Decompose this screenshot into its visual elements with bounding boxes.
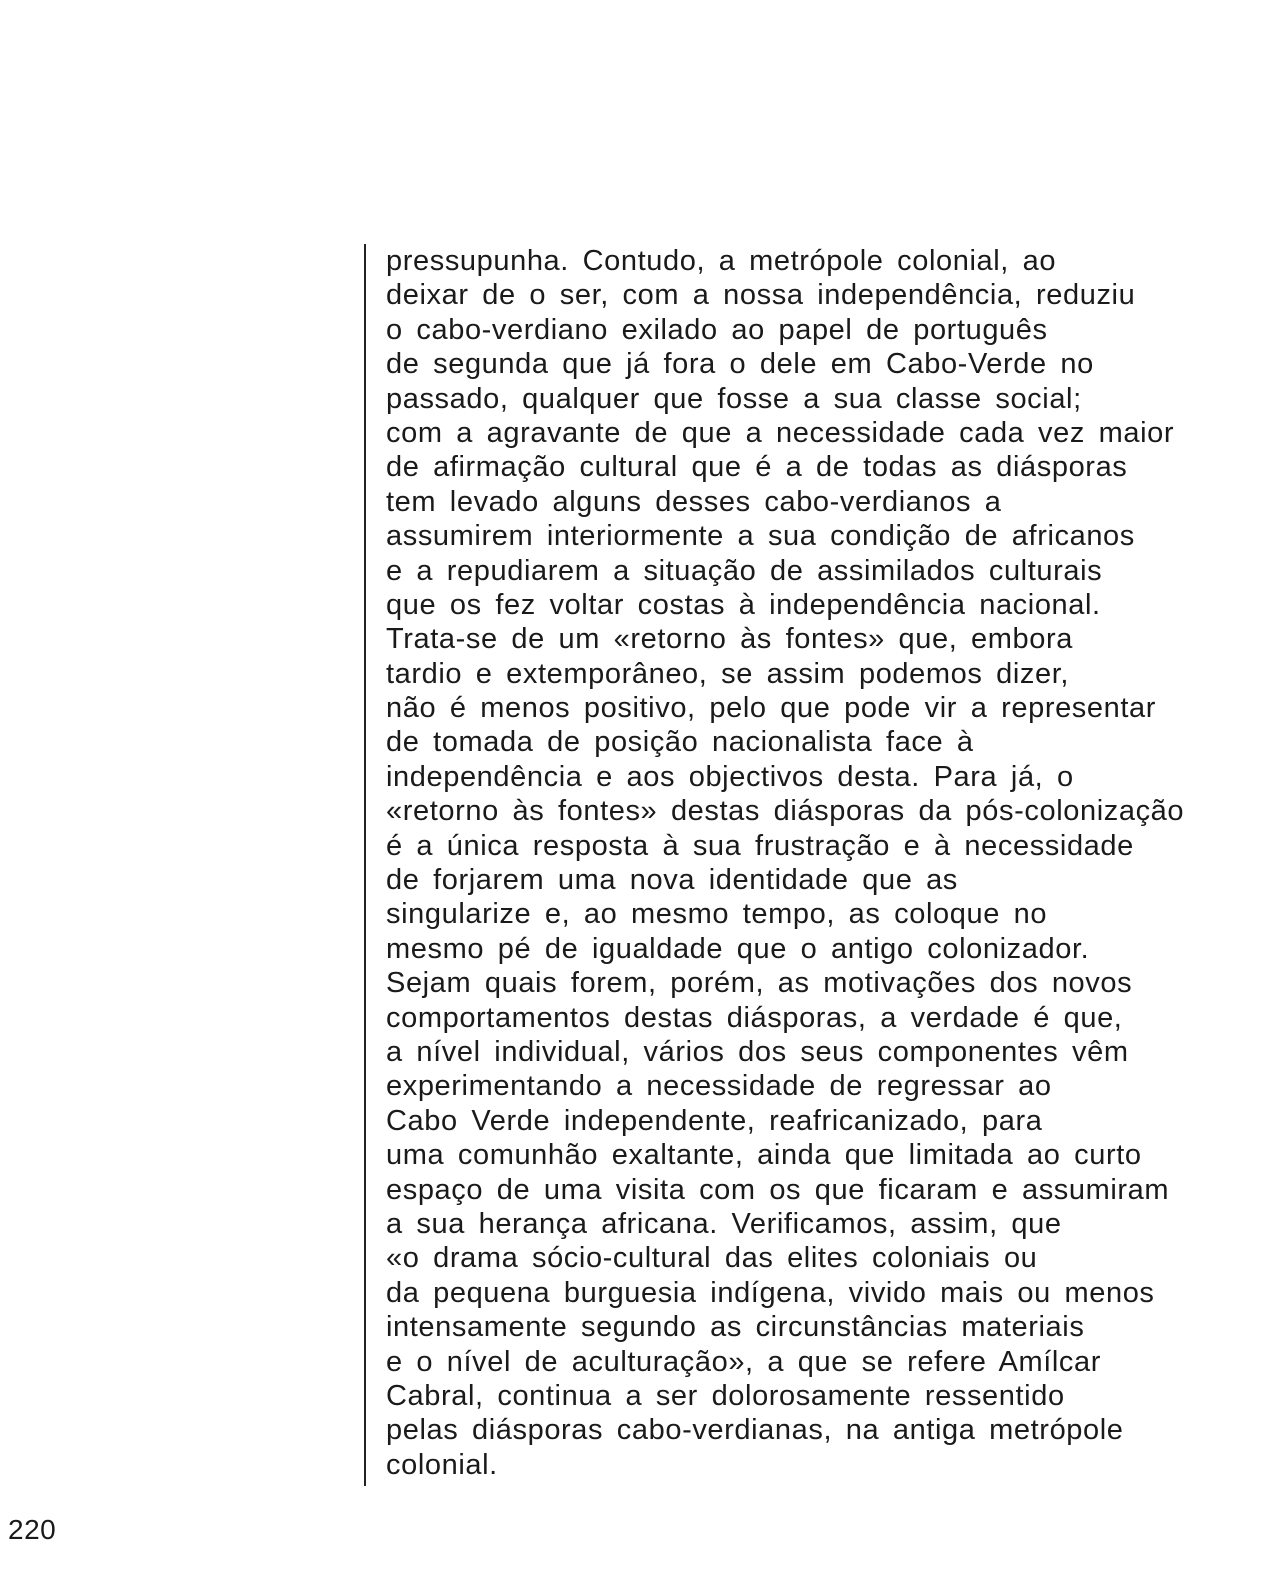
text-line: o cabo-verdiano exilado ao papel de português [386,313,1048,346]
text-line: «o drama sócio-cultural das elites coloniais ou [386,1242,1038,1275]
text-line: de tomada de posição nacionalista face à [386,726,974,759]
text-line: a sua herança africana. Verificamos, assim, que [386,1207,1062,1240]
text-line: Cabo Verde independente, reafricanizado, para [386,1104,1043,1137]
text-line: com a agravante de que a necessidade cada vez maior [386,416,1175,449]
text-line: Trata-se de um «retorno às fontes» que, embora [386,623,1073,656]
text-line: singularize e, ao mesmo tempo, as coloque no [386,898,1048,931]
text-line: comportamentos destas diásporas, a verdade é que, [386,1001,1123,1034]
text-line: «retorno às fontes» destas diásporas da pós-colonização [386,795,1185,828]
text-line: da pequena burguesia indígena, vivido mais ou menos [386,1276,1155,1309]
text-line: de segunda que já fora o dele em Cabo-Verde no [386,348,1094,381]
text-line: deixar de o ser, com a nossa independência, reduziu [386,279,1136,312]
text-line: pressupunha. Contudo, a metrópole colonial, ao [386,245,1057,277]
text-line: é a única resposta à sua frustração e à necessidade [386,829,1134,862]
text-line: intensamente segundo as circunstâncias materiais [386,1311,1085,1344]
text-line: e o nível de aculturação», a que se refere Amílcar [386,1345,1101,1378]
text-line: a nível individual, vários dos seus componentes vêm [386,1035,1129,1068]
text-line: Cabral, continua a ser dolorosamente ressentido [386,1379,1065,1412]
text-line: tem levado alguns desses cabo-verdianos a [386,485,1002,518]
text-line: assumirem interiormente a sua condição de africanos [386,520,1135,553]
text-line: e a repudiarem a situação de assimilados culturais [386,554,1103,587]
text-line: de afirmação cultural que é a de todas as diásporas [386,451,1128,484]
text-line: mesmo pé de igualdade que o antigo colonizador. [386,932,1090,965]
text-line: independência e aos objectivos desta. Para já, o [386,760,1074,793]
text-line: espaço de uma visita com os que ficaram e assumiram [386,1173,1170,1206]
text-line: Sejam quais forem, porém, as motivações dos novos [386,967,1133,1000]
text-line: pelas diásporas cabo-verdianas, na antiga metrópole [386,1414,1124,1447]
text-line: experimentando a necessidade de regressar ao [386,1070,1052,1103]
text-line: tardio e extemporâneo, se assim podemos dizer, [386,657,1070,690]
text-line: não é menos positivo, pelo que pode vir a representar [386,692,1157,725]
text-line: que os fez voltar costas à independência nacional. [386,588,1101,621]
text-line: de forjarem uma nova identidade que as [386,864,958,897]
text-line: uma comunhão exaltante, ainda que limitada ao curto [386,1139,1142,1172]
page-number: 220 [8,1514,57,1545]
body-text [386,244,1184,1482]
margin-vertical-rule [364,244,366,1486]
text-line: passado, qualquer que fosse a sua classe social; [386,382,1082,415]
text-line: colonial. [386,1448,498,1481]
